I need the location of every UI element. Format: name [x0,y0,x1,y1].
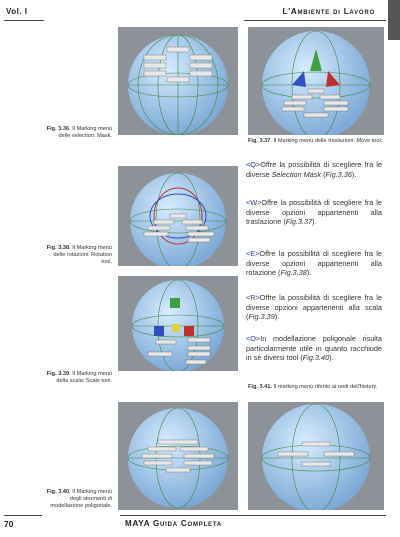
screenshot-3-38 [118,166,238,266]
book-title: MAYA Guida Completa [125,519,222,528]
footer-rule-left [4,515,42,516]
screenshot-3-40 [118,402,238,510]
page-number: 70 [4,519,14,529]
para-e: <E>Offre la possibilità di scegliere fra le diverse opzioni appartenenti alla rotazione (Fig.3.38). [246,249,382,278]
screenshot-3-41 [248,402,384,510]
screenshot-3-39 [118,276,238,371]
footer-rule-right [120,515,386,516]
para-w: <W>Offre la possibilità di scegliere fra le diverse opzioni appartenenti alla traslazione (Fig.3.37). [246,198,382,227]
caption-3-36: Fig. 3.36. Il Marking menù delle selection: Mask. [46,126,112,140]
caption-3-40: Fig. 3.40. Il Marking menù degli strumenti di modellazione poligonale. [46,489,112,510]
header-rule-right [244,20,386,21]
chapter-tab [388,0,400,40]
screenshot-3-36 [118,27,238,135]
para-r: <R>Offre la possibilità di scegliere fra le diverse opzioni appartenenti alla scala (Fig.3.39). [246,293,382,322]
caption-3-41: Fig. 3.41. Il marking menù riferito ai nodi dell'history. [248,384,378,390]
caption-3-38: Fig. 3.38. Il Marking menù delle rotazioni: Rotation tool. [46,245,112,266]
caption-3-37: Fig. 3.37. Il Marking menù delle traslazioni: Move tool. [248,138,383,144]
chapter-title: L'Ambiente di Lavoro [282,7,375,16]
volume-label: Vol. I [6,7,28,16]
caption-3-39: Fig. 3.39. Il Marking menù della scala: Scale tool. [46,371,112,385]
para-q: <Q>Offre la possibilità di scegliere fra le diverse Selection Mask (Fig.3.36). [246,160,382,179]
screenshot-3-37 [248,27,384,135]
para-o: <O>In modellazione poligonale risulta particolarmente utile in quanto racchiude in sé diversi tool (Fig.3.40). [246,334,382,363]
header-rule-left [4,20,44,21]
